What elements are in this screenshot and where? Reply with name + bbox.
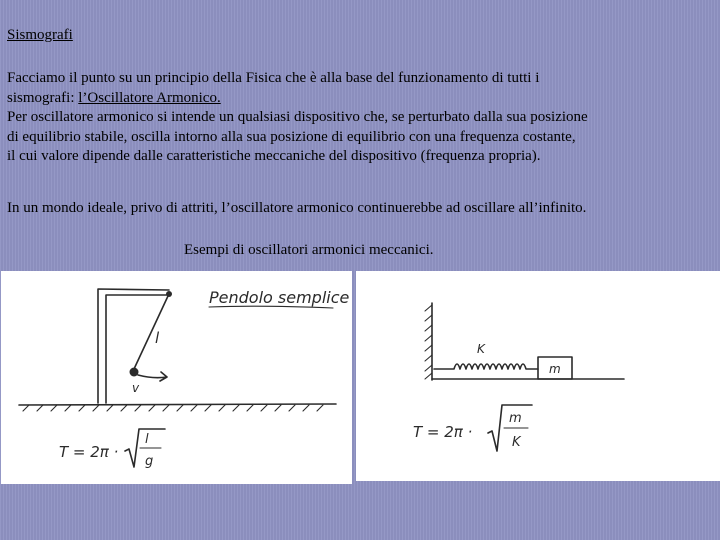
ground-hatching xyxy=(23,405,323,411)
formula-numerator-l: l xyxy=(145,432,149,447)
intro-line-4: di equilibrio stabile, oscilla intorno alla sua posizione di equilibrio con una frequenza costante, xyxy=(7,128,576,145)
mass-label: m xyxy=(549,362,561,376)
pendulum-formula-lhs: T = 2π · xyxy=(59,443,119,461)
pendulum-string xyxy=(134,296,168,369)
spring-formula-lhs: T = 2π · xyxy=(413,423,473,441)
intro-line-3: Per oscillatore armonico si intende un qualsiasi dispositivo che, se perturbato dalla sua posizione xyxy=(7,109,588,125)
ideal-world-paragraph: In un mondo ideale, privo di attriti, l’oscillatore armonico continuerebbe ad oscillare all’infinito. xyxy=(7,200,587,216)
pendulum-heading: Pendolo semplice xyxy=(209,288,350,307)
wall-hatching xyxy=(425,305,432,379)
spring-constant-label: K xyxy=(477,342,485,356)
intro-paragraph xyxy=(7,69,713,167)
ground-line xyxy=(19,404,336,405)
formula-denominator-k: K xyxy=(512,435,521,450)
velocity-label: v xyxy=(132,381,140,395)
spring-mass-sketch xyxy=(356,271,720,481)
harmonic-oscillator-term: l’Oscillatore Armonico. xyxy=(78,89,221,106)
intro-line-2 xyxy=(7,89,713,109)
pivot-point xyxy=(166,291,172,297)
pendulum-drawing xyxy=(1,271,352,484)
formula-numerator-m: m xyxy=(509,411,522,426)
intro-line-1: Facciamo il punto su un principio della Fisica che è alla base del funzionamento di tutti i xyxy=(7,70,540,86)
examples-caption: Esempi di oscillatori armonici meccanici. xyxy=(184,242,434,258)
formula-denominator-g: g xyxy=(145,454,154,469)
intro-line-2-prefix: sismografi: xyxy=(7,89,79,106)
spring-mass-drawing xyxy=(356,271,720,481)
spring-coil xyxy=(434,364,538,369)
page-title: Sismografi xyxy=(7,27,73,43)
velocity-arrow xyxy=(138,372,167,381)
intro-line-5: il cui valore dipende dalle caratteristiche meccaniche del dispositivo (frequenza propria). xyxy=(7,148,541,164)
length-label: l xyxy=(155,329,160,347)
pendulum-bob xyxy=(130,368,139,377)
pendulum-sketch xyxy=(1,271,352,484)
